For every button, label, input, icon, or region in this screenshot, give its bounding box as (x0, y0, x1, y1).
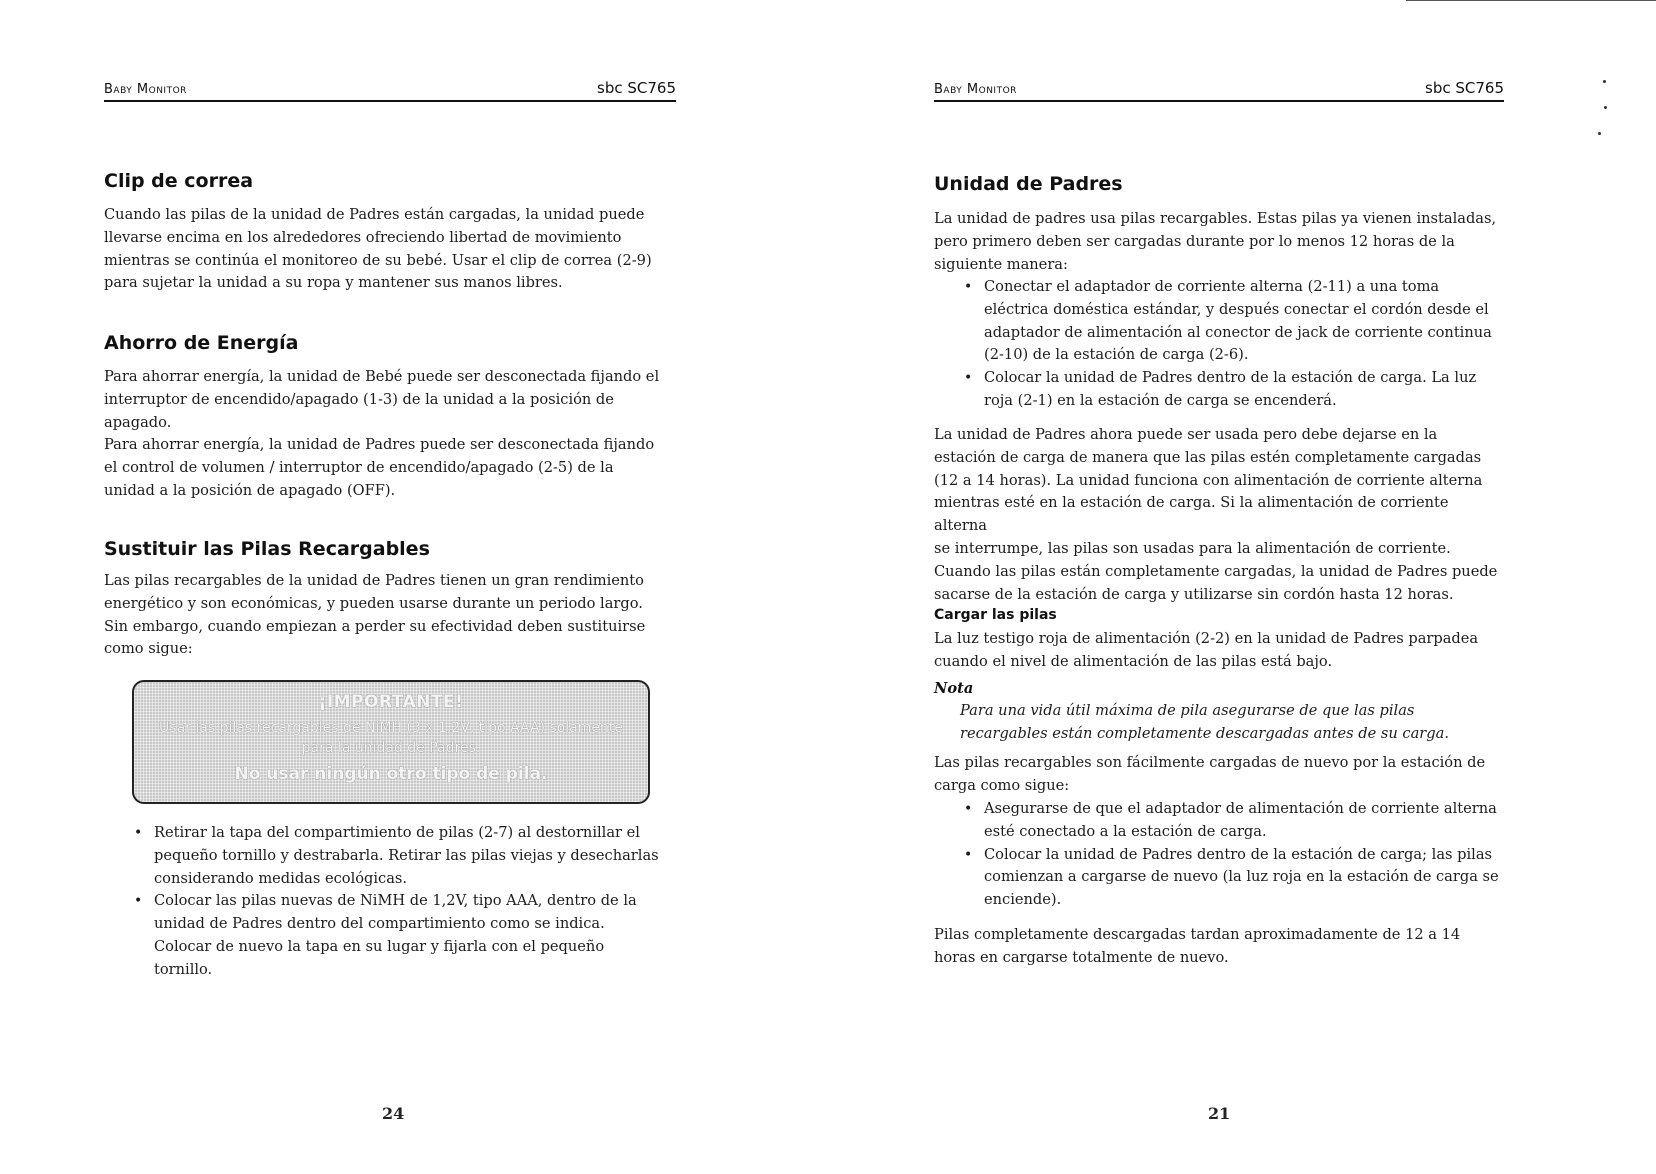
scan-speck (1604, 106, 1607, 109)
text-line: unidad de Padres dentro del compartimiento como se indica. (154, 915, 605, 933)
text-line: (12 a 14 horas). La unidad funciona con alimentación de corriente alterna (934, 471, 1483, 489)
header-brand: Baby Monitor (934, 82, 1017, 97)
text-line: el control de volumen / interruptor de encendido/apagado (2-5) de la (104, 459, 614, 477)
list-item (964, 276, 1504, 367)
text-line: estación de carga de manera que las pilas estén completamente cargadas (934, 448, 1482, 466)
right-page (828, 0, 1656, 1174)
recharge-steps-list (964, 798, 1504, 912)
text-line: horas en cargarse totalmente de nuevo. (934, 948, 1229, 966)
section-title-clip: Clip de correa (104, 170, 254, 192)
note-text (960, 700, 1480, 746)
text-line: mientras esté en la estación de carga. Si la alimentación de corriente alterna (934, 494, 1449, 535)
text-line: carga como sigue: (934, 776, 1070, 794)
bullet-icon: • (964, 279, 973, 295)
important-title: ¡IMPORTANTE! (318, 692, 464, 712)
bullet-icon: • (964, 846, 973, 863)
text-line: considerando medidas ecológicas. (154, 869, 408, 887)
text-line: interruptor de encendido/apagado (1-3) de la unidad a la posición de (104, 390, 614, 408)
header-model: sbc SC765 (597, 79, 676, 97)
text-line: pero primero deben ser cargadas durante por lo menos 12 horas de la (934, 232, 1455, 250)
text-line: Las pilas recargables de la unidad de Padres tienen un gran rendimiento (104, 572, 644, 589)
subsection-title-charging: Cargar las pilas (934, 607, 1057, 623)
important-warning: No usar ningún otro tipo de pila. (234, 764, 548, 784)
text-line: Las pilas recargables son fácilmente cargadas de nuevo por la estación de (934, 754, 1486, 771)
text-line: unidad a la posición de apagado (OFF). (104, 481, 396, 499)
bullet-icon: • (964, 370, 973, 387)
text-line: para sujetar la unidad a su ropa y mantener sus manos libres. (104, 274, 563, 292)
text-line: energético y son económicas, y pueden usarse durante un periodo largo. (104, 594, 643, 612)
page-number: 24 (382, 1104, 405, 1123)
text-line: esté conectado a la estación de carga. (984, 822, 1267, 840)
text-line: recargables están completamente descargadas antes de su carga. (960, 724, 1449, 742)
text-line: Colocar de nuevo la tapa en su lugar y fijarla con el pequeño (154, 937, 605, 955)
text-line: adaptador de alimentación al conector de jack de corriente continua (984, 323, 1492, 341)
text-line: La unidad de Padres ahora puede ser usada pero debe dejarse en la (934, 426, 1438, 443)
header-model: sbc SC765 (1425, 79, 1504, 97)
important-line: Usar las pilas recargables de NiMH (3 x 1,2V, tipo AAA) solamente (159, 720, 623, 736)
text-line: Para ahorrar energía, la unidad de Bebé puede ser desconectada fijando el (104, 368, 660, 385)
page-number: 21 (1208, 1104, 1231, 1123)
text-line: La unidad de padres usa pilas recargables. Estas pilas ya vienen instaladas, (934, 210, 1497, 227)
text-line: siguiente manera: (934, 255, 1068, 273)
list-item (964, 798, 1504, 844)
note-title: Nota (934, 680, 974, 697)
scan-speck (1598, 132, 1601, 135)
list-item (964, 844, 1504, 912)
bullet-icon: • (134, 893, 143, 910)
important-notice-box (132, 680, 650, 804)
text-line: cuando el nivel de alimentación de las pilas está bajo. (934, 652, 1333, 670)
page-header (104, 78, 676, 102)
header-brand: Baby Monitor (104, 82, 187, 97)
text-line: se interrumpe, las pilas son usadas para la alimentación de corriente. (934, 539, 1451, 557)
text-line: tornillo. (154, 960, 213, 978)
important-line: para la unidad de Padres. (301, 740, 481, 756)
bullet-icon: • (964, 801, 973, 817)
text-line: Asegurarse de que el adaptador de alimentación de corriente alterna (984, 800, 1497, 817)
page-header (934, 78, 1504, 102)
text-line: Conectar el adaptador de corriente alterna (2-11) a una toma (984, 278, 1440, 295)
text-line: Para ahorrar energía, la unidad de Padres puede ser desconectada fijando (104, 436, 655, 454)
section-title-batteries: Sustituir las Pilas Recargables (104, 538, 430, 560)
scan-speck (1603, 80, 1606, 83)
list-item (134, 890, 674, 981)
battery-steps-list (134, 822, 674, 982)
text-line: Colocar la unidad de Padres dentro de la estación de carga; las pilas (984, 845, 1493, 863)
text-line: Cuando las pilas están completamente cargadas, la unidad de Padres puede (934, 562, 1498, 580)
list-item (134, 822, 674, 890)
section-text-energy (104, 366, 659, 503)
text-line: eléctrica doméstica estándar, y después conectar el cordón desde el (984, 300, 1489, 318)
text-line: Colocar las pilas nuevas de NiMH de 1,2V, tipo AAA, dentro de la (154, 892, 637, 910)
recharge-text (934, 752, 1485, 798)
charging-text (934, 628, 1478, 674)
section-text-clip (104, 204, 652, 295)
text-line: Sin embargo, cuando empiezan a perder su efectividad deben sustituirse (104, 617, 646, 635)
text-line: Cuando las pilas de la unidad de Padres están cargadas, la unidad puede (104, 206, 645, 223)
section-title-energy: Ahorro de Energía (104, 332, 299, 354)
text-line: La luz testigo roja de alimentación (2-2) en la unidad de Padres parpadea (934, 630, 1479, 647)
usage-text (934, 424, 1506, 606)
text-line: Pilas completamente descargadas tardan aproximadamente de 12 a 14 (934, 926, 1461, 943)
text-line: mientras se continúa el monitoreo de su bebé. Usar el clip de correa (2-9) (104, 251, 652, 269)
scan-edge-line (1406, 0, 1656, 1)
text-line: como sigue: (104, 640, 193, 658)
text-line: llevarse encima en los alrededores ofreciendo libertad de movimiento (104, 228, 622, 246)
section-title-parent-unit: Unidad de Padres (934, 173, 1123, 195)
text-line: comienzan a cargarse de nuevo (la luz roja en la estación de carga se (984, 868, 1499, 886)
text-line: enciende). (984, 891, 1062, 909)
setup-steps-list (964, 276, 1504, 413)
text-line: Retirar la tapa del compartimiento de pilas (2-7) al destornillar el (154, 824, 640, 841)
text-line: Para una vida útil máxima de pila asegurarse de que las pilas (960, 702, 1415, 719)
text-line: Colocar la unidad de Padres dentro de la estación de carga. La luz (984, 369, 1477, 387)
intro-text (934, 208, 1496, 276)
section-text-batteries (104, 570, 645, 661)
text-line: pequeño tornillo y destrabarla. Retirar las pilas viejas y desecharlas (154, 846, 659, 864)
text-line: apagado. (104, 413, 172, 431)
text-line: roja (2-1) en la estación de carga se encenderá. (984, 391, 1337, 409)
bullet-icon: • (134, 825, 143, 841)
text-line: (2-10) de la estación de carga (2-6). (984, 346, 1249, 364)
charge-time-text (934, 924, 1460, 970)
text-line: sacarse de la estación de carga y utilizarse sin cordón hasta 12 horas. (934, 585, 1454, 603)
list-item (964, 367, 1504, 413)
